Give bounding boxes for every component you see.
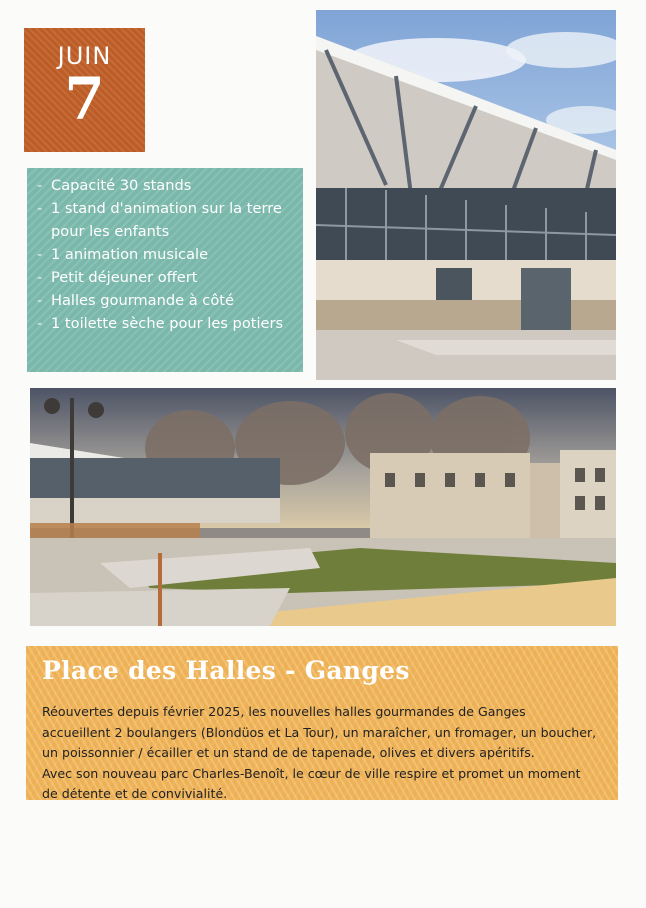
place-title: Place des Halles - Ganges [42,656,410,685]
place-info-box [26,646,618,800]
date-month: JUIN [57,42,112,70]
feature-item: - Capacité 30 stands [51,174,295,197]
square-photo [30,388,616,626]
description-line: Avec son nouveau parc Charles-Benoît, le cœur de ville respire et promet un moment [42,765,581,781]
feature-item: - Halles gourmande à côté [51,289,295,312]
feature-item: - 1 toilette sèche pour les potiers [51,312,295,335]
square-illustration [30,388,616,626]
description-line: accueillent 2 boulangers (Blondüos et La Tour), un maraîcher, un fromager, un boucher, [42,724,597,740]
features-list [51,174,295,335]
features-box [27,168,303,372]
description-line: un poissonnier / écailler et un stand de de tapenade, olives et divers apéritifs. [42,745,535,760]
description-line: Réouvertes depuis février 2025, les nouvelles halles gourmandes de Ganges [42,704,526,719]
date-badge [24,28,145,152]
feature-item: - 1 animation musicale [51,243,295,266]
market-hall-photo [316,10,616,380]
market-hall-illustration [316,10,616,380]
date-day: 7 [64,65,105,133]
description-line: de détente et de convivialité. [42,786,228,801]
place-description [42,702,604,805]
feature-item: - 1 stand d'animation sur la terre pour les enfants [51,197,295,243]
feature-item: - Petit déjeuner offert [51,266,295,289]
